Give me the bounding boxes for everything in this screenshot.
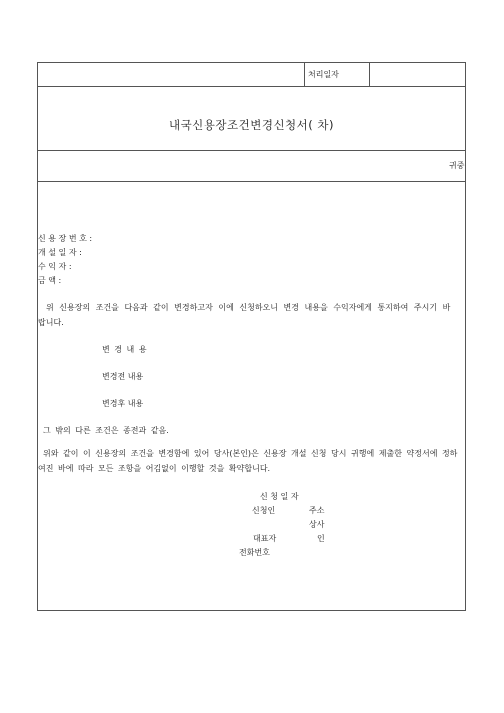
row-divider-1 [38, 86, 465, 87]
recipient-label: 귀중 [449, 161, 465, 170]
change-after-label: 변경후 내용 [102, 399, 144, 408]
field-beneficiary [38, 261, 72, 272]
field-label: 금 액 : [38, 276, 62, 285]
field-amount [38, 275, 61, 286]
processing-date-label: 처리일자 [308, 70, 339, 79]
intro-paragraph: 위 신용장의 조건을 다음과 같이 변경하고자 이에 신청하오니 변경 내용을 수익자에게 통지하여 주시기 바랍니다. [38, 303, 451, 327]
row-divider-2 [38, 150, 465, 151]
applicant-label: 신청인 [252, 506, 276, 515]
change-before-label: 변경전 내용 [102, 372, 144, 381]
representative-label: 대표자 [253, 534, 277, 543]
phone-label: 전화번호 [239, 548, 270, 557]
company-label: 상사 [309, 520, 325, 529]
field-open-date [38, 247, 82, 258]
date-cell-divider-left [304, 63, 305, 86]
field-label: 신 용 장 번 호 : [38, 234, 93, 243]
address-label: 주소 [309, 506, 325, 515]
pledge-paragraph: 위와 같이 이 신용장의 조건을 변경함에 있어 당사(본인)은 신용장 개설 신청 당시 귀행에 제출한 약정서에 정하여진 바에 따라 모든 조항을 어김없이 이행할 것을 확약합니다. [38, 449, 458, 473]
field-credit-number [38, 233, 92, 244]
seal-label: 인 [317, 534, 325, 543]
other-conditions: 그 밖의 다른 조건은 종전과 같음. [43, 426, 169, 435]
date-cell-divider-right [369, 63, 370, 86]
application-form [37, 62, 466, 611]
field-label: 수 익 자 : [38, 262, 72, 271]
change-heading: 변 경 내 용 [102, 345, 148, 354]
field-label: 개 설 일 자 : [38, 248, 82, 257]
row-divider-3 [38, 181, 465, 182]
document-title: 내국신용장조건변경신청서( 차) [168, 118, 335, 132]
application-date-label: 신 청 일 자 [260, 492, 299, 501]
